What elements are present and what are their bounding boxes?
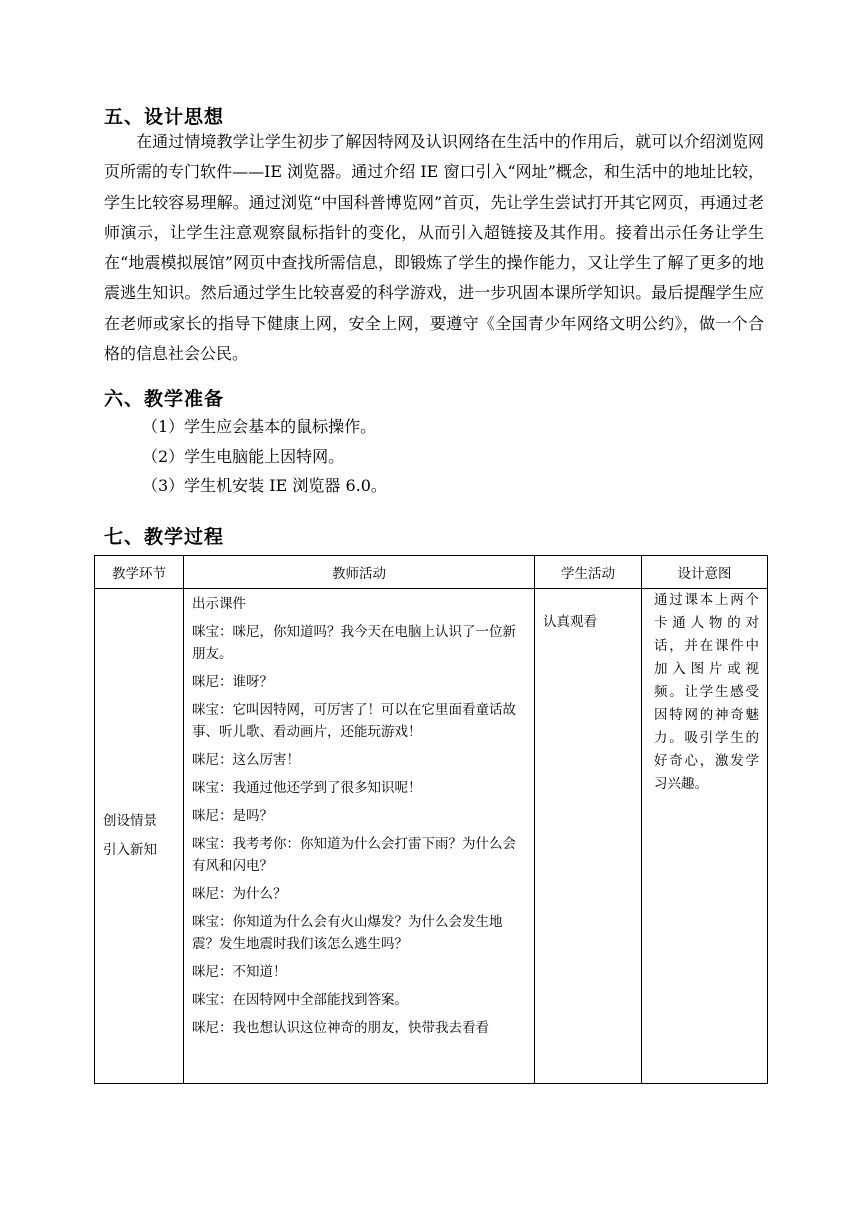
table-row bbox=[95, 589, 768, 1084]
stage-cell bbox=[95, 589, 184, 1084]
header-teacher-activity: 教师活动 bbox=[184, 556, 535, 589]
list-item: （3）学生机安装 IE 浏览器 6.0。 bbox=[142, 476, 387, 495]
section-heading-teaching-process: 七、教学过程 bbox=[104, 526, 225, 548]
section-heading-design-idea: 五、设计思想 bbox=[104, 106, 225, 128]
dialogue-line: 咪宝：咪尼，你知道吗？我今天在电脑上认识了一位新朋友。 bbox=[192, 624, 516, 662]
stage-line: 引入新知 bbox=[103, 842, 157, 858]
dialogue-line: 咪尼：这么厉害！ bbox=[192, 752, 300, 768]
student-activity-cell: 认真观看 bbox=[535, 589, 642, 1084]
header-stage: 教学环节 bbox=[95, 556, 184, 589]
design-idea-paragraph: 在通过情境教学让学生初步了解因特网及认识网络在生活中的作用后，就可以介绍浏览网页所需的专门软件——IE 浏览器。通过介绍 IE 窗口引入“网址”概念，和生活中的地址比较，学生比较容易理解。通过浏览“中国科普博览网”首页，先让学生尝试打开其它网页，再通过老师演示，让学生注意观察鼠标指针的变化，从而引入超链接及其作用。接着出示任务让学生在“地震模拟展馆”网页中查找所需信息，即锻炼了学生的操作能力，又让学生了解了更多的地震逃生知识。然后通过学生比较喜爱的科学游戏，进一步巩固本课所学知识。最后提醒学生应在老师或家长的指导下健康上网，安全上网，要遵守《全国青少年网络文明公约》，做一个合格的信息社会公民。 bbox=[104, 132, 764, 364]
header-design-intent: 设计意图 bbox=[642, 556, 768, 589]
list-item: （2）学生电脑能上因特网。 bbox=[142, 446, 345, 466]
design-intent-cell: 通过课本上两个卡通人物的对话，并在课件中加入图片或视频。让学生感受因特网的神奇魅力。吸引学生的好奇心，激发学习兴趣。 bbox=[642, 589, 768, 1084]
teaching-process-table bbox=[94, 555, 768, 1084]
preparation-list bbox=[142, 412, 387, 501]
section-heading-preparation: 六、教学准备 bbox=[104, 388, 225, 410]
teacher-activity-cell bbox=[184, 589, 535, 1084]
list-item: （1）学生应会基本的鼠标操作。 bbox=[142, 417, 377, 436]
dialogue-line: 咪宝：它叫因特网，可厉害了！可以在它里面看童话故事、听儿歌、看动画片，还能玩游戏！ bbox=[192, 702, 516, 740]
dialogue-line: 咪尼：我也想认识这位神奇的朋友，快带我去看看 bbox=[192, 1020, 489, 1036]
dialogue-line: 咪宝：你知道为什么会有火山爆发？为什么会发生地震？发生地震时我们该怎么逃生吗？ bbox=[192, 914, 503, 952]
dialogue-line: 咪尼：为什么？ bbox=[192, 886, 287, 902]
dialogue-line: 出示课件 bbox=[192, 596, 246, 612]
dialogue-line: 咪尼：谁呀？ bbox=[192, 674, 273, 690]
dialogue-line: 咪宝：在因特网中全部能找到答案。 bbox=[192, 992, 408, 1008]
dialogue-line: 咪尼：是吗？ bbox=[192, 808, 273, 824]
header-student-activity: 学生活动 bbox=[535, 556, 642, 589]
dialogue-line: 咪宝：我考考你：你知道为什么会打雷下雨？为什么会有风和闪电？ bbox=[192, 836, 516, 874]
dialogue-line: 咪宝：我通过他还学到了很多知识呢！ bbox=[192, 780, 422, 796]
dialogue-line: 咪尼：不知道！ bbox=[192, 964, 287, 980]
stage-line: 创设情景 bbox=[103, 813, 157, 829]
table-header-row bbox=[95, 556, 768, 589]
